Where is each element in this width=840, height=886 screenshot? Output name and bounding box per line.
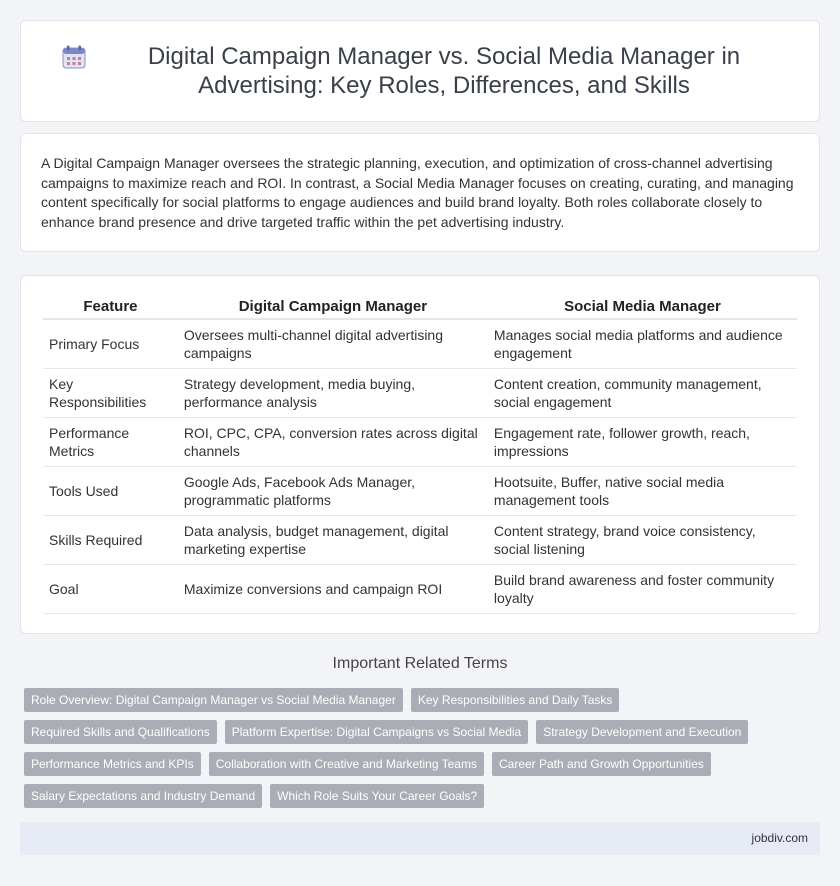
- related-tag-salary-expectations[interactable]: Salary Expectations and Industry Demand: [24, 784, 262, 808]
- row-feature: Performance Metrics: [43, 418, 178, 467]
- row-feature: Skills Required: [43, 516, 178, 565]
- row-social-value: Build brand awareness and foster community loyalty: [488, 565, 797, 614]
- title-card: [20, 20, 820, 122]
- row-feature: Tools Used: [43, 467, 178, 516]
- related-terms-heading: Important Related Terms: [332, 655, 508, 672]
- row-social-value: Engagement rate, follower growth, reach, impressions: [488, 418, 797, 467]
- related-tag-strategy-development[interactable]: Strategy Development and Execution: [536, 720, 748, 744]
- related-tag-performance-metrics[interactable]: Performance Metrics and KPIs: [24, 752, 201, 776]
- intro-card: [20, 133, 820, 252]
- calendar-icon: [61, 44, 87, 70]
- header-social-media-manager: Social Media Manager: [488, 296, 797, 320]
- row-feature: Primary Focus: [43, 320, 178, 369]
- row-social-value: Hootsuite, Buffer, native social media management tools: [488, 467, 797, 516]
- table-row: [43, 467, 797, 516]
- footer-bar: [20, 822, 820, 855]
- row-digital-value: Google Ads, Facebook Ads Manager, programmatic platforms: [178, 467, 488, 516]
- related-tag-which-role[interactable]: Which Role Suits Your Career Goals?: [270, 784, 484, 808]
- related-tag-platform-expertise[interactable]: Platform Expertise: Digital Campaigns vs Social Media: [225, 720, 528, 744]
- row-digital-value: Strategy development, media buying, performance analysis: [178, 369, 488, 418]
- row-digital-value: Oversees multi-channel digital advertising campaigns: [178, 320, 488, 369]
- row-digital-value: Maximize conversions and campaign ROI: [178, 565, 488, 614]
- related-tag-career-path[interactable]: Career Path and Growth Opportunities: [492, 752, 711, 776]
- header-feature: Feature: [43, 296, 178, 320]
- comparison-table: [43, 296, 797, 614]
- related-tag-key-responsibilities[interactable]: Key Responsibilities and Daily Tasks: [411, 688, 620, 712]
- table-header-row: [43, 296, 797, 320]
- row-social-value: Content strategy, brand voice consistency, social listening: [488, 516, 797, 565]
- page-title: Digital Campaign Manager vs. Social Media Manager in Advertising: Key Roles, Differences, and Skills: [147, 43, 741, 99]
- row-digital-value: ROI, CPC, CPA, conversion rates across digital channels: [178, 418, 488, 467]
- row-social-value: Content creation, community management, social engagement: [488, 369, 797, 418]
- intro-paragraph: A Digital Campaign Manager oversees the strategic planning, execution, and optimization of cross-channel advertising campaigns to maximize reach and ROI. In contrast, a Social Media Manager focuses on creating, curating, and managing content specifically for social platforms to engage audiences and build brand loyalty. Both roles collaborate closely to enhance brand presence and drive targeted traffic within the pet advertising industry.: [41, 155, 794, 230]
- title-wrap: [21, 42, 819, 100]
- comparison-card: [20, 275, 820, 634]
- row-digital-value: Data analysis, budget management, digital marketing expertise: [178, 516, 488, 565]
- footer-site-link[interactable]: jobdiv.com: [751, 831, 808, 845]
- table-row: [43, 516, 797, 565]
- table-row: [43, 565, 797, 614]
- related-terms-list: [24, 688, 824, 816]
- header-digital-campaign-manager: Digital Campaign Manager: [178, 296, 488, 320]
- related-tag-collaboration[interactable]: Collaboration with Creative and Marketing Teams: [209, 752, 484, 776]
- related-tag-role-overview[interactable]: Role Overview: Digital Campaign Manager vs Social Media Manager: [24, 688, 403, 712]
- table-row: [43, 369, 797, 418]
- table-row: [43, 320, 797, 369]
- row-feature: Key Responsibilities: [43, 369, 178, 418]
- row-social-value: Manages social media platforms and audience engagement: [488, 320, 797, 369]
- related-tag-required-skills[interactable]: Required Skills and Qualifications: [24, 720, 217, 744]
- table-row: [43, 418, 797, 467]
- row-feature: Goal: [43, 565, 178, 614]
